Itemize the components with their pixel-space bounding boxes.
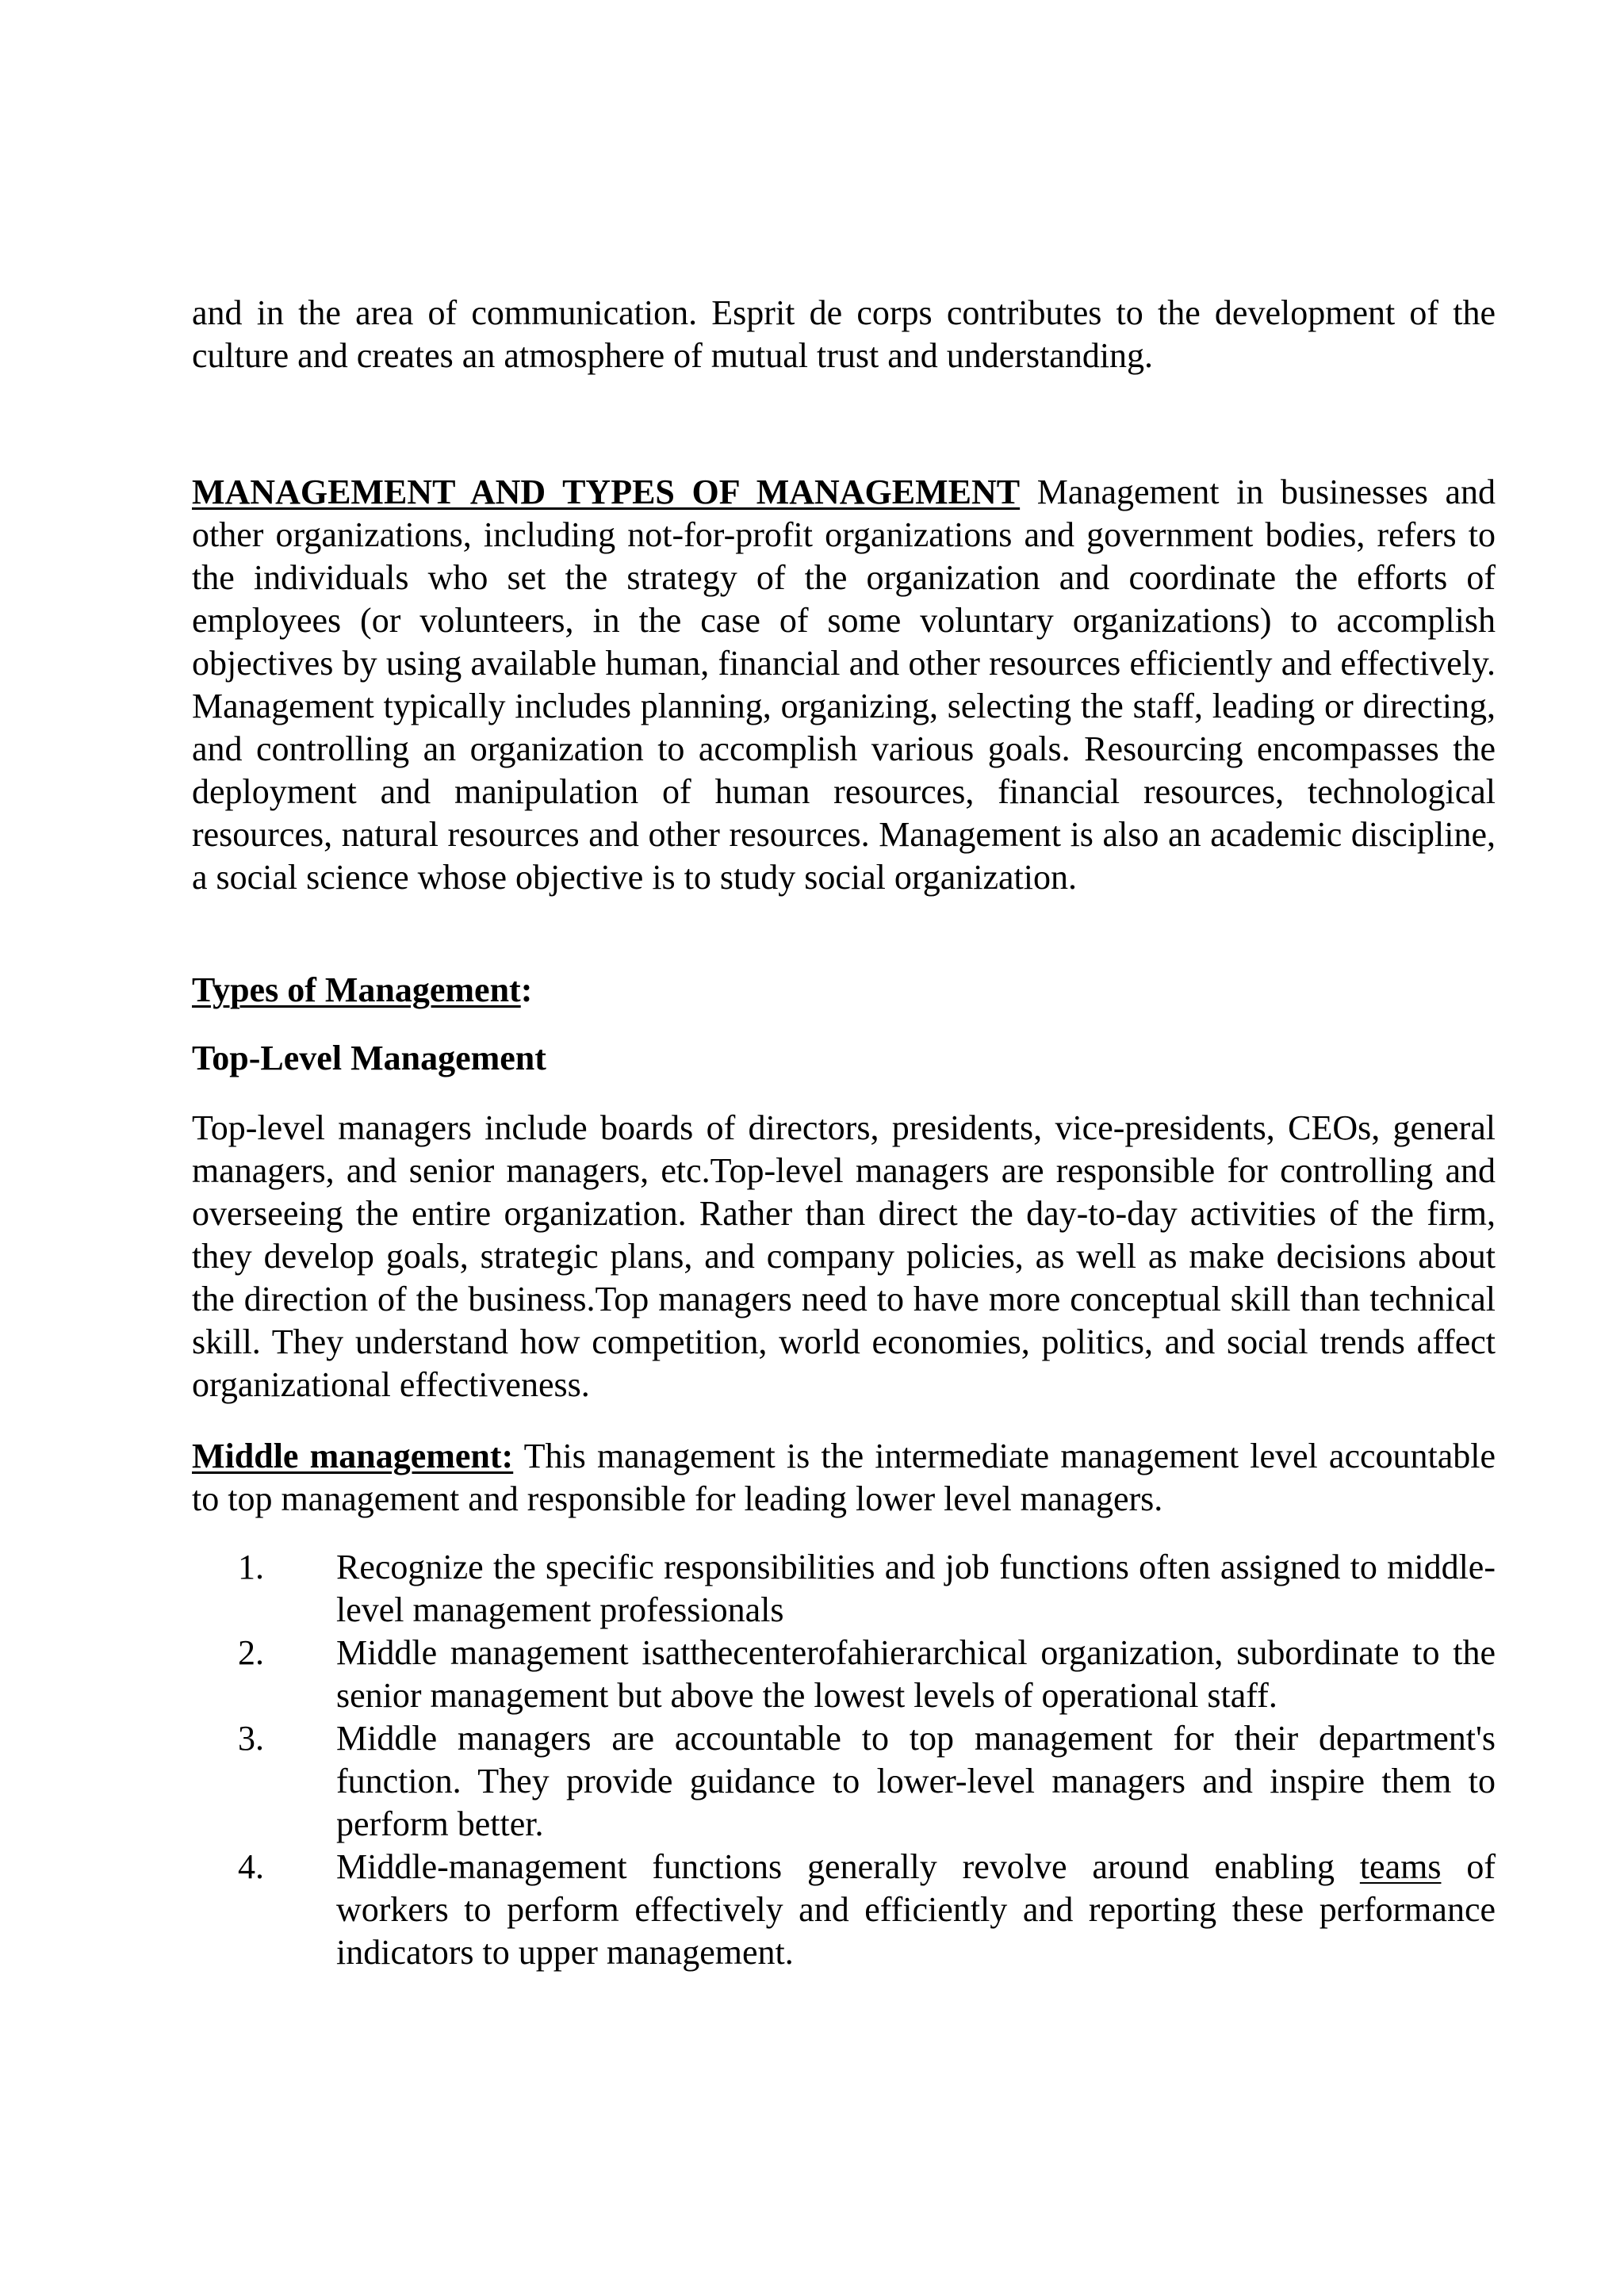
section-body: Management in businesses and other organizations, including not-for-profit organizations and government bodies, refers to the individuals who set the strategy of the organization and coordinate the efforts of employees (or volunteers, in the case of some voluntary organizations) to accomplish objectives by using available human, financial and other resources efficiently and effectively. Management typically includes planning, organizing, selecting the staff, leading or directing, and controlling an organization to accomplish various goals. Resourcing encompasses the deployment and manipulation of human resources, financial resources, technological resources, natural resources and other resources. Management is also an academic discipline, a social science whose objective is to study social organization. <box>192 473 1496 897</box>
middle-heading: Middle management: <box>192 1437 514 1475</box>
list-number: 1. <box>238 1548 264 1586</box>
types-heading-line <box>192 969 1496 1012</box>
types-heading-colon: : <box>520 970 533 1009</box>
list-number: 3. <box>238 1719 264 1758</box>
section-heading: MANAGEMENT AND TYPES OF MANAGEMENT <box>192 473 1021 511</box>
types-heading: Types of Management <box>192 970 521 1009</box>
list-text-after: of workers to perform effectively and efficiently and reporting these performance indicators to upper management. <box>336 1847 1496 1972</box>
middle-management-list <box>192 1546 1496 1974</box>
list-item <box>192 1546 1496 1632</box>
teams-link[interactable]: teams <box>1359 1847 1442 1886</box>
list-number: 4. <box>238 1847 264 1886</box>
top-level-heading: Top-Level Management <box>192 1039 546 1077</box>
list-item <box>192 1632 1496 1717</box>
list-text: Middle managers are accountable to top management for their department's function. They provide guidance to lower-level managers and inspire them to perform better. <box>336 1719 1496 1843</box>
list-text-before: Middle-management functions generally revolve around enabling <box>336 1847 1360 1886</box>
intro-paragraph: and in the area of communication. Esprit de corps contributes to the development of the culture and creates an atmosphere of mutual trust and understanding. <box>192 293 1496 375</box>
list-number: 2. <box>238 1633 264 1672</box>
middle-management-paragraph <box>192 1435 1496 1521</box>
top-level-paragraph: Top-level managers include boards of directors, presidents, vice-presidents, CEOs, general managers, and senior managers, etc.Top-level managers are responsible for controlling and overseeing the entire organization. Rather than direct the day-to-day activities of the firm, they develop goals, strategic plans, and company policies, as well as make decisions about the direction of the business.Top managers need to have more conceptual skill than technical skill. They understand how competition, world economies, politics, and social trends affect organizational effectiveness. <box>192 1108 1496 1404</box>
management-section-paragraph <box>192 471 1496 899</box>
list-text: Middle management isatthecenterofahierarchical organization, subordinate to the senior management but above the lowest levels of operational staff. <box>336 1633 1496 1715</box>
middle-body: This management is the intermediate management level accountable to top management and responsible for leading lower level managers. <box>192 1437 1496 1518</box>
list-text: Recognize the specific responsibilities and job functions often assigned to middle-level management professionals <box>336 1548 1496 1629</box>
list-item <box>192 1846 1496 1974</box>
list-item <box>192 1717 1496 1846</box>
